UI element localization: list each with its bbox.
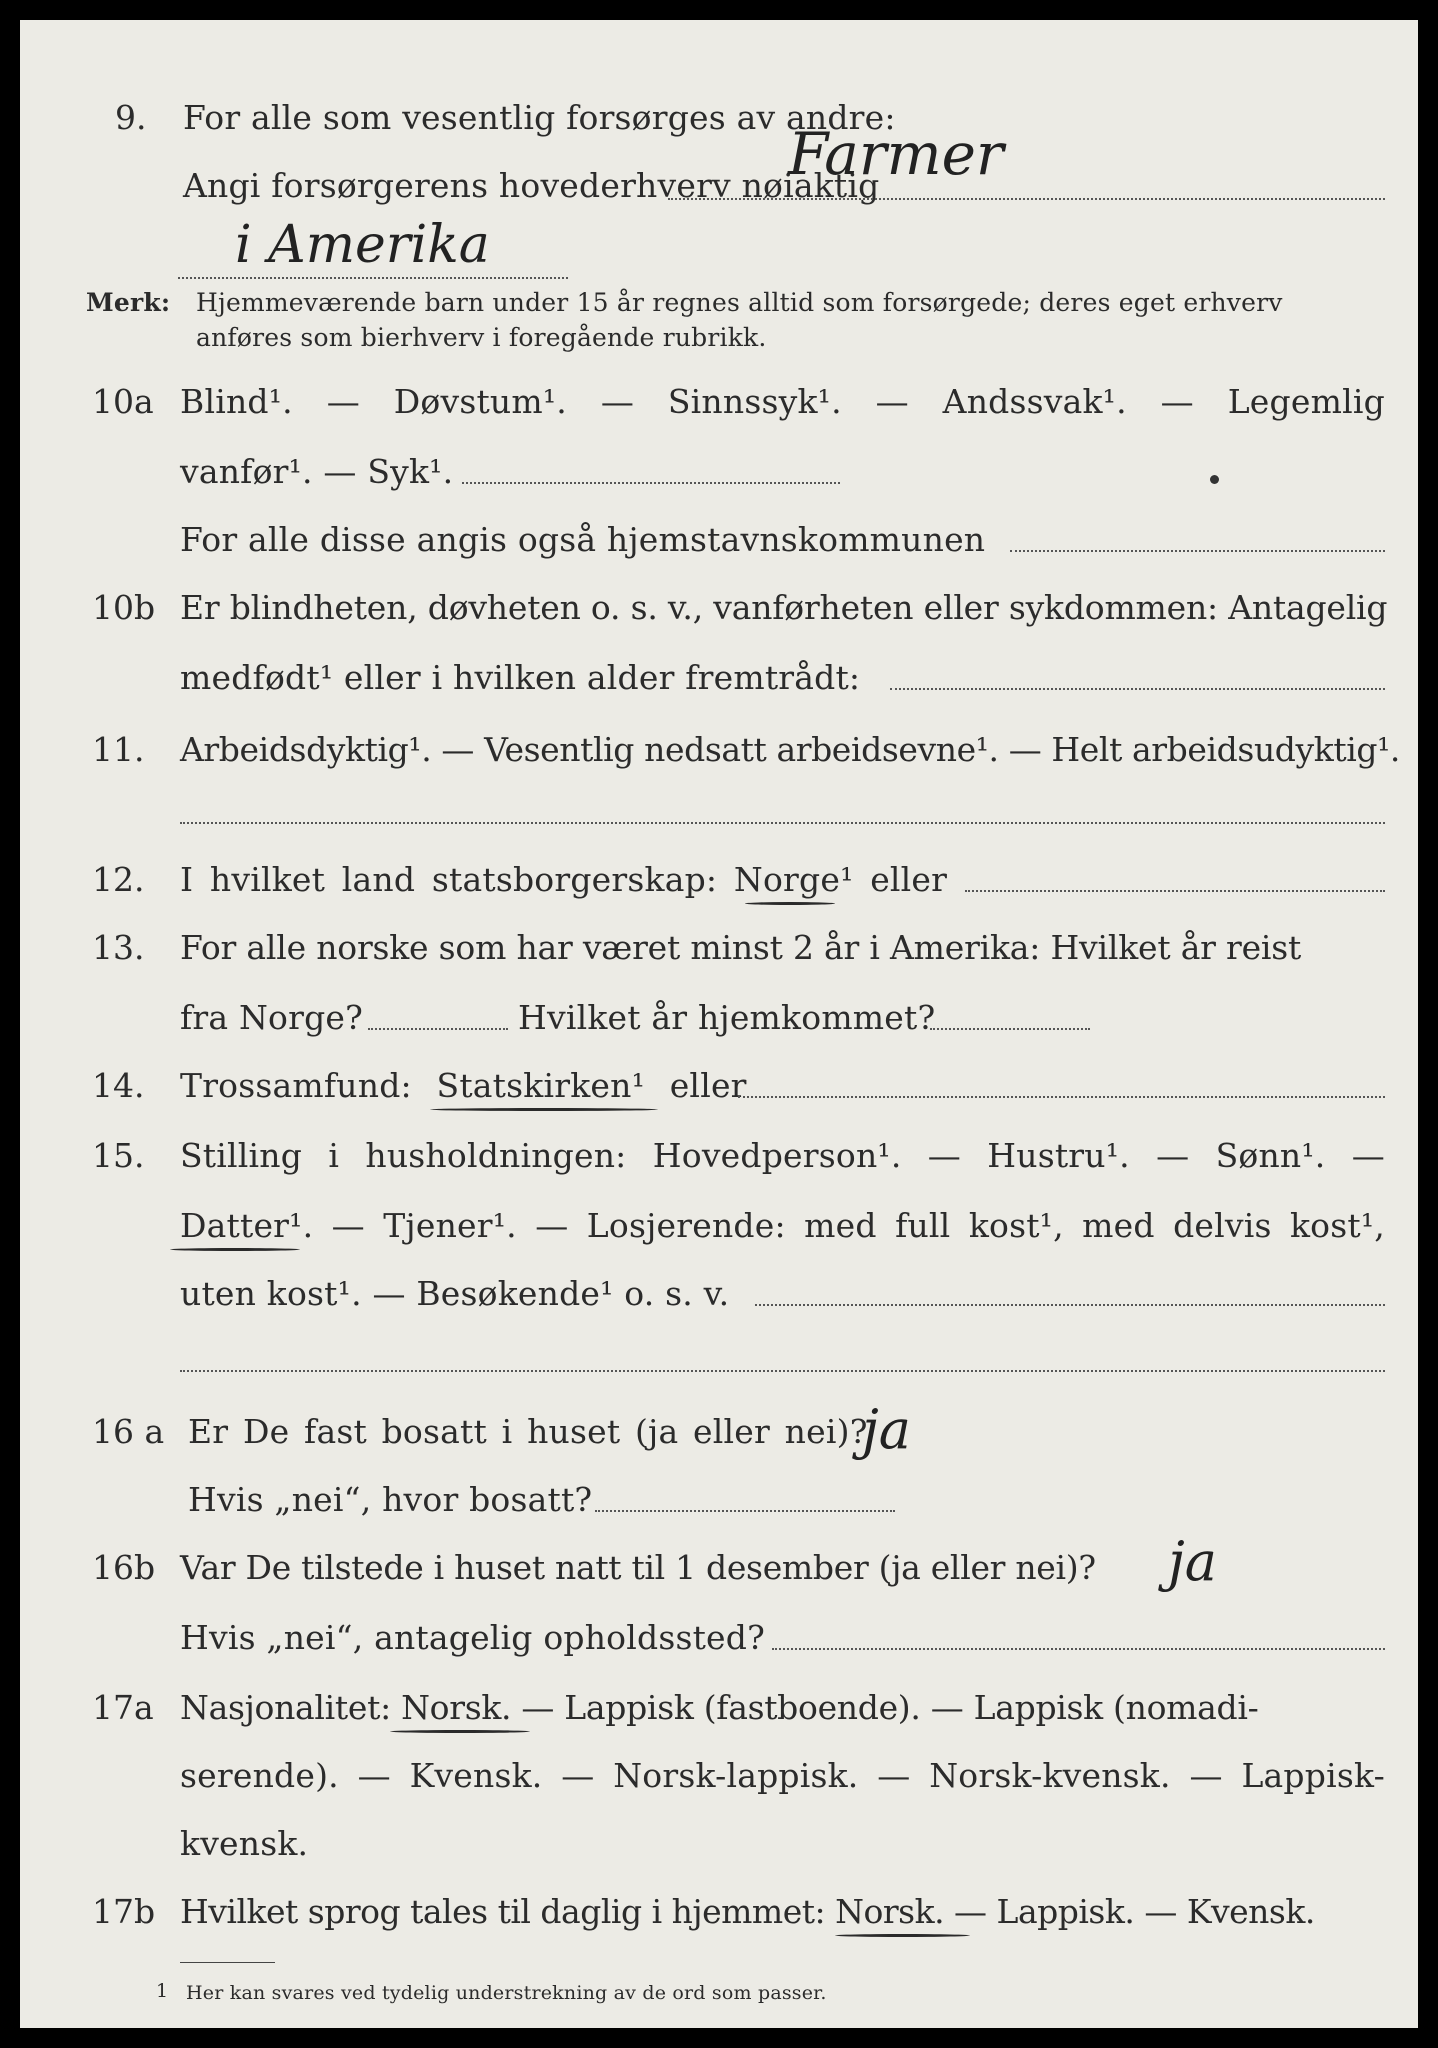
footnote-rule bbox=[180, 1962, 275, 1963]
q13-number: 13. bbox=[92, 928, 145, 967]
q16b-number: 16b bbox=[92, 1548, 156, 1587]
q17a-word: serende). bbox=[180, 1756, 339, 1795]
q9-handwritten-occupation: Farmer bbox=[788, 120, 1004, 188]
q17b-number: 17b bbox=[92, 1892, 156, 1931]
q15-word: — bbox=[535, 1206, 569, 1245]
q17a-word: — bbox=[877, 1756, 911, 1795]
q10b-answer-line bbox=[890, 688, 1385, 690]
q15-word: full bbox=[895, 1206, 951, 1245]
q15-word: kost¹, bbox=[1289, 1206, 1385, 1245]
q15-word: Losjerende: bbox=[586, 1206, 786, 1245]
q9-line2: Angi forsørgerens hovederhverv nøiaktig bbox=[183, 166, 880, 205]
q15-answer-line bbox=[755, 1304, 1385, 1306]
q15-line2 bbox=[180, 1206, 1385, 1245]
q10a-answer-line bbox=[462, 482, 840, 484]
q10a-line3: For alle disse angis også hjemstavnskommunen bbox=[180, 520, 986, 559]
q14-number: 14. bbox=[92, 1066, 145, 1105]
q15-word: Datter¹. bbox=[180, 1206, 314, 1245]
q17a-number: 17a bbox=[92, 1688, 154, 1727]
q10b-line2: medfødt¹ eller i hvilken alder fremtrådt: bbox=[180, 658, 861, 697]
q13-line2b: Hvilket år hjemkommet? bbox=[518, 998, 936, 1037]
q9-number: 9. bbox=[115, 98, 147, 137]
q9-answer-line bbox=[668, 198, 1385, 200]
q11-number: 11. bbox=[92, 730, 145, 769]
q10a-word: — bbox=[1160, 382, 1194, 421]
q16a-line1: Er De fast bosatt i huset (ja eller nei)? bbox=[188, 1412, 868, 1451]
q10a-word: — bbox=[600, 382, 635, 421]
q17a-word: Norsk-kvensk. bbox=[929, 1756, 1171, 1795]
q13-line2a: fra Norge? bbox=[180, 998, 364, 1037]
merk-line1: Hjemmeværende barn under 15 år regnes alltid som forsørgede; deres eget erhverv bbox=[196, 288, 1283, 317]
q17b-line1: Hvilket sprog tales til daglig i hjemmet: Norsk. — Lappisk. — Kvensk. bbox=[180, 1892, 1315, 1931]
q13-return-line bbox=[930, 1028, 1090, 1030]
q17a-word: Norsk-lappisk. bbox=[613, 1756, 859, 1795]
q16a-handwritten-answer: ja bbox=[862, 1398, 911, 1461]
q17a-norsk-underline bbox=[390, 1730, 530, 1733]
q17a-word: — bbox=[357, 1756, 391, 1795]
q12-line1: I hvilket land statsborgerskap: Norge¹ eller bbox=[180, 860, 948, 899]
q15-word: kost¹, bbox=[968, 1206, 1064, 1245]
q15-word: Hovedperson¹. bbox=[652, 1136, 902, 1175]
q9-handwritten-place: i Amerika bbox=[235, 215, 490, 275]
q16b-answer-line bbox=[772, 1648, 1385, 1650]
q10a-word: Blind¹. bbox=[180, 382, 293, 421]
q16a-number: 16 a bbox=[92, 1412, 165, 1451]
q14-statskirken-underline bbox=[430, 1108, 658, 1111]
footnote-mark: 1 bbox=[156, 1980, 169, 2002]
q17b-norsk-underline bbox=[835, 1934, 970, 1937]
q9-answer-line2 bbox=[178, 277, 568, 279]
q15-answer-line2 bbox=[180, 1370, 1385, 1372]
q14-line1: Trossamfund: Statskirken¹ eller bbox=[180, 1066, 747, 1105]
q17a-line1: Nasjonalitet: Norsk. — Lappisk (fastboende). — Lappisk (nomadi- bbox=[180, 1688, 1259, 1727]
q15-number: 15. bbox=[92, 1136, 145, 1175]
q17a-line2 bbox=[180, 1756, 1385, 1795]
q9-line1: For alle som vesentlig forsørges av andre: bbox=[183, 98, 896, 137]
q10a-word: — bbox=[875, 382, 909, 421]
q12-norge-underline bbox=[745, 902, 835, 905]
q16b-line1: Var De tilstede i huset natt til 1 desember (ja eller nei)? bbox=[180, 1548, 1096, 1587]
q10a-word: Sinnssyk¹. bbox=[667, 382, 842, 421]
q15-word: med bbox=[1082, 1206, 1155, 1245]
q17a-word: — bbox=[561, 1756, 595, 1795]
q11-line1: Arbeidsdyktig¹. — Vesentlig nedsatt arbeidsevne¹. — Helt arbeidsudyktig¹. bbox=[180, 730, 1401, 769]
footnote-text: Her kan svares ved tydelig understrekning av de ord som passer. bbox=[186, 1982, 827, 2004]
q15-word: i bbox=[328, 1136, 340, 1175]
q12-number: 12. bbox=[92, 860, 145, 899]
q16b-line2: Hvis „nei“, antagelig opholdssted? bbox=[180, 1618, 765, 1657]
q15-word: Hustru¹. bbox=[987, 1136, 1130, 1175]
q15-word: Stilling bbox=[180, 1136, 303, 1175]
q10a-line1 bbox=[180, 382, 1385, 421]
q12-answer-line bbox=[965, 890, 1385, 892]
q15-word: — bbox=[1351, 1136, 1385, 1175]
merk-label: Merk: bbox=[86, 288, 171, 317]
q15-word: med bbox=[804, 1206, 877, 1245]
q10a-word: Døvstum¹. bbox=[393, 382, 567, 421]
q13-line1: For alle norske som har været minst 2 år i Amerika: Hvilket år reist bbox=[180, 928, 1302, 967]
q16a-answer-line bbox=[595, 1510, 895, 1512]
merk-line2: anføres som bierhverv i foregående rubrikk. bbox=[196, 323, 767, 352]
q16b-handwritten-answer: ja bbox=[1168, 1530, 1217, 1593]
q15-datter-underline bbox=[170, 1248, 300, 1251]
q15-word: — bbox=[331, 1206, 365, 1245]
q17a-word: Lappisk- bbox=[1241, 1756, 1385, 1795]
q10a-hometown-line bbox=[1010, 550, 1385, 552]
q15-line1 bbox=[180, 1136, 1385, 1175]
q15-line3: uten kost¹. — Besøkende¹ o. s. v. bbox=[180, 1274, 730, 1313]
q11-answer-line bbox=[180, 822, 1385, 824]
q14-answer-line bbox=[738, 1096, 1385, 1098]
q10a-number: 10a bbox=[92, 382, 154, 421]
q15-word: — bbox=[1156, 1136, 1190, 1175]
q10a-line2: vanfør¹. — Syk¹. bbox=[180, 452, 454, 491]
q15-word: Sønn¹. bbox=[1215, 1136, 1326, 1175]
q10b-line1: Er blindheten, døvheten o. s. v., vanførheten eller sykdommen: Antagelig bbox=[180, 588, 1388, 627]
q17a-line3: kvensk. bbox=[180, 1824, 309, 1863]
q13-departure-line bbox=[368, 1028, 508, 1030]
q15-word: — bbox=[927, 1136, 961, 1175]
q10b-number: 10b bbox=[92, 588, 156, 627]
q17a-word: Kvensk. bbox=[409, 1756, 543, 1795]
q16a-line2: Hvis „nei“, hvor bosatt? bbox=[188, 1480, 593, 1519]
q15-word: husholdningen: bbox=[365, 1136, 627, 1175]
census-form-page bbox=[20, 20, 1418, 2028]
q10a-word: Andssvak¹. bbox=[942, 382, 1127, 421]
ink-dot bbox=[1210, 475, 1219, 484]
q10a-word: — bbox=[326, 382, 360, 421]
q15-word: Tjener¹. bbox=[383, 1206, 517, 1245]
q15-word: delvis bbox=[1173, 1206, 1272, 1245]
q10a-word: Legemlig bbox=[1227, 382, 1385, 421]
q17a-word: — bbox=[1189, 1756, 1223, 1795]
